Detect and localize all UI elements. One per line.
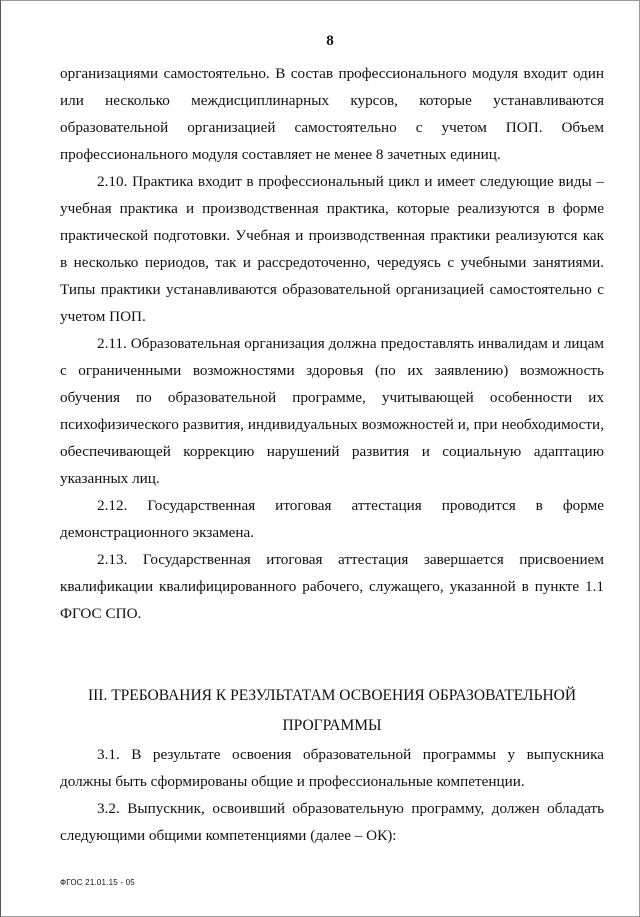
paragraph-2-11: 2.11. Образовательная организация должна предоставлять инвалидам и лицам с ограниченными возможностями здоровья (по их заявлению) возможность обучения по образовательной программе, учитывающей особенности их психофизического развития, индивидуальных возможностей и, при необходимости, обеспечивающей коррекцию нарушений развития и социальную адаптацию указанных лиц. bbox=[60, 335, 604, 487]
document-body bbox=[60, 60, 604, 849]
footer-code: ФГОС 21.01.15 - 05 bbox=[60, 878, 135, 887]
page-number: 8 bbox=[326, 33, 334, 49]
paragraph-2-10: 2.10. Практика входит в профессиональный цикл и имеет следующие виды – учебная практика и производственная практика, которые реализуются в форме практической подготовки. Учебная и производственная практики реализуются как в несколько периодов, так и рассредоточенно, чередуясь с учебными занятиями. Типы практики устанавливаются образовательной организацией самостоятельно с учетом ПОП. bbox=[60, 173, 604, 325]
paragraph-3-1: 3.1. В результате освоения образовательной программы у выпускника должны быть сформированы общие и профессиональные компетенции. bbox=[60, 746, 604, 790]
paragraph-2-13: 2.13. Государственная итоговая аттестация завершается присвоением квалификации квалифицированного рабочего, служащего, указанной в пункте 1.1 ФГОС СПО. bbox=[60, 551, 604, 622]
paragraph-3-2: 3.2. Выпускник, освоивший образовательную программу, должен обладать следующими общими компетенциями (далее – ОК): bbox=[60, 800, 604, 844]
section-heading: III. ТРЕБОВАНИЯ К РЕЗУЛЬТАТАМ ОСВОЕНИЯ ОБРАЗОВАТЕЛЬНОЙ ПРОГРАММЫ bbox=[87, 687, 577, 734]
paragraph-continuation: организациями самостоятельно. В состав профессионального модуля входит один или несколько междисциплинарных курсов, которые устанавливаются образовательной организацией самостоятельно с учетом ПОП. Объем профессионального модуля составляет не менее 8 зачетных единиц. bbox=[60, 65, 604, 163]
paragraph-2-12: 2.12. Государственная итоговая аттестация проводится в форме демонстрационного экзамена. bbox=[60, 497, 604, 541]
